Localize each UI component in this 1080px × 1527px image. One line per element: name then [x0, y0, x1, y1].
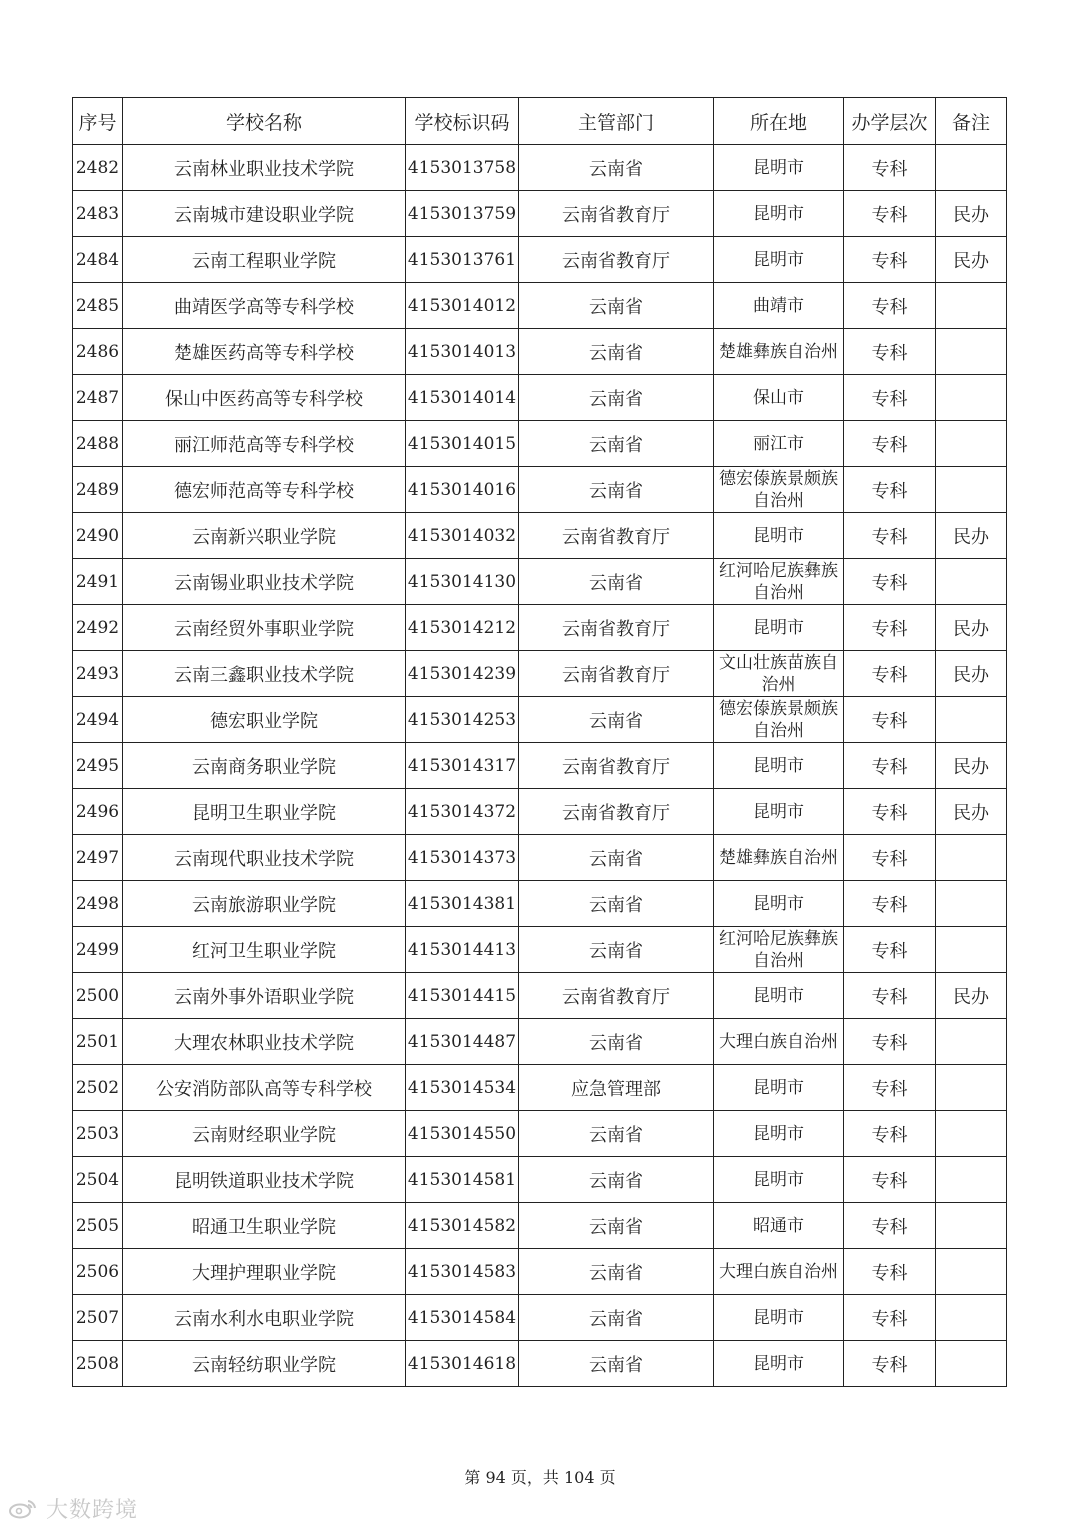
cell-location: 德宏傣族景颇族自治州 — [714, 697, 844, 743]
cell-seq: 2489 — [73, 467, 123, 513]
cell-level: 专科 — [844, 1249, 936, 1295]
cell-remark: 民办 — [936, 651, 1007, 697]
cell-location: 昆明市 — [714, 1157, 844, 1203]
cell-location: 红河哈尼族彝族自治州 — [714, 927, 844, 973]
cell-location: 保山市 — [714, 375, 844, 421]
cell-remark — [936, 881, 1007, 927]
table-row — [73, 467, 1007, 513]
cell-level: 专科 — [844, 605, 936, 651]
cell-school-name: 云南城市建设职业学院 — [123, 191, 406, 237]
cell-level: 专科 — [844, 1203, 936, 1249]
cell-seq: 2482 — [73, 145, 123, 191]
cell-school-name: 德宏职业学院 — [123, 697, 406, 743]
cell-seq: 2493 — [73, 651, 123, 697]
cell-level: 专科 — [844, 789, 936, 835]
cell-school-code: 4153014372 — [406, 789, 519, 835]
cell-level: 专科 — [844, 145, 936, 191]
cell-level: 专科 — [844, 1295, 936, 1341]
cell-school-code: 4153014032 — [406, 513, 519, 559]
cell-remark — [936, 1203, 1007, 1249]
table-row — [73, 559, 1007, 605]
cell-level: 专科 — [844, 1065, 936, 1111]
cell-department: 云南省 — [519, 1249, 714, 1295]
cell-school-code: 4153014584 — [406, 1295, 519, 1341]
header-school-code: 学校标识码 — [406, 98, 519, 145]
cell-seq: 2485 — [73, 283, 123, 329]
cell-department: 云南省教育厅 — [519, 789, 714, 835]
cell-department: 应急管理部 — [519, 1065, 714, 1111]
cell-seq: 2505 — [73, 1203, 123, 1249]
table-row — [73, 743, 1007, 789]
cell-department: 云南省 — [519, 467, 714, 513]
cell-school-code: 4153014550 — [406, 1111, 519, 1157]
watermark — [8, 1493, 138, 1525]
header-location: 所在地 — [714, 98, 844, 145]
cell-seq: 2508 — [73, 1341, 123, 1387]
cell-location: 德宏傣族景颇族自治州 — [714, 467, 844, 513]
cell-school-name: 云南三鑫职业技术学院 — [123, 651, 406, 697]
cell-remark: 民办 — [936, 789, 1007, 835]
cell-seq: 2495 — [73, 743, 123, 789]
cell-location: 大理白族自治州 — [714, 1019, 844, 1065]
table-row — [73, 651, 1007, 697]
cell-department: 云南省 — [519, 421, 714, 467]
cell-school-name: 公安消防部队高等专科学校 — [123, 1065, 406, 1111]
cell-remark — [936, 467, 1007, 513]
cell-department: 云南省 — [519, 145, 714, 191]
header-department: 主管部门 — [519, 98, 714, 145]
cell-location: 昆明市 — [714, 237, 844, 283]
cell-school-code: 4153014487 — [406, 1019, 519, 1065]
cell-school-name: 云南商务职业学院 — [123, 743, 406, 789]
cell-school-name: 云南水利水电职业学院 — [123, 1295, 406, 1341]
cell-school-name: 云南锡业职业技术学院 — [123, 559, 406, 605]
cell-level: 专科 — [844, 743, 936, 789]
cell-department: 云南省 — [519, 1157, 714, 1203]
cell-level: 专科 — [844, 1019, 936, 1065]
table-row — [73, 1157, 1007, 1203]
cell-department: 云南省 — [519, 1203, 714, 1249]
header-seq: 序号 — [73, 98, 123, 145]
cell-school-name: 楚雄医药高等专科学校 — [123, 329, 406, 375]
cell-department: 云南省教育厅 — [519, 743, 714, 789]
cell-seq: 2503 — [73, 1111, 123, 1157]
cell-department: 云南省 — [519, 697, 714, 743]
cell-level: 专科 — [844, 559, 936, 605]
table-row — [73, 1295, 1007, 1341]
table-row — [73, 1203, 1007, 1249]
cell-department: 云南省教育厅 — [519, 191, 714, 237]
cell-seq: 2504 — [73, 1157, 123, 1203]
cell-remark — [936, 835, 1007, 881]
cell-location: 昆明市 — [714, 881, 844, 927]
cell-seq: 2494 — [73, 697, 123, 743]
cell-school-code: 4153014583 — [406, 1249, 519, 1295]
cell-location: 昆明市 — [714, 145, 844, 191]
cell-seq: 2483 — [73, 191, 123, 237]
cell-school-name: 大理护理职业学院 — [123, 1249, 406, 1295]
cell-seq: 2497 — [73, 835, 123, 881]
cell-remark — [936, 1157, 1007, 1203]
cell-seq: 2486 — [73, 329, 123, 375]
header-level: 办学层次 — [844, 98, 936, 145]
table-row — [73, 329, 1007, 375]
cell-level: 专科 — [844, 697, 936, 743]
cell-location: 昆明市 — [714, 789, 844, 835]
cell-remark: 民办 — [936, 237, 1007, 283]
cell-seq: 2506 — [73, 1249, 123, 1295]
table-header-row — [73, 98, 1007, 145]
table-row — [73, 375, 1007, 421]
cell-department: 云南省教育厅 — [519, 605, 714, 651]
school-table — [72, 97, 1007, 1387]
cell-department: 云南省 — [519, 927, 714, 973]
cell-level: 专科 — [844, 513, 936, 559]
cell-school-code: 4153014012 — [406, 283, 519, 329]
table-row — [73, 881, 1007, 927]
cell-level: 专科 — [844, 651, 936, 697]
cell-school-name: 云南旅游职业学院 — [123, 881, 406, 927]
cell-school-code: 4153014239 — [406, 651, 519, 697]
cell-school-name: 昭通卫生职业学院 — [123, 1203, 406, 1249]
cell-remark: 民办 — [936, 973, 1007, 1019]
cell-level: 专科 — [844, 421, 936, 467]
cell-seq: 2502 — [73, 1065, 123, 1111]
cell-remark — [936, 1341, 1007, 1387]
table-row — [73, 835, 1007, 881]
cell-department: 云南省 — [519, 1019, 714, 1065]
cell-school-code: 4153014016 — [406, 467, 519, 513]
table-row — [73, 697, 1007, 743]
weibo-logo-icon — [8, 1497, 38, 1525]
cell-location: 昆明市 — [714, 1341, 844, 1387]
cell-department: 云南省教育厅 — [519, 651, 714, 697]
cell-location: 昆明市 — [714, 191, 844, 237]
cell-remark — [936, 329, 1007, 375]
cell-school-code: 4153014381 — [406, 881, 519, 927]
table-row — [73, 1019, 1007, 1065]
cell-remark — [936, 283, 1007, 329]
cell-school-name: 云南外事外语职业学院 — [123, 973, 406, 1019]
table-row — [73, 927, 1007, 973]
cell-seq: 2484 — [73, 237, 123, 283]
cell-remark: 民办 — [936, 513, 1007, 559]
cell-school-code: 4153014014 — [406, 375, 519, 421]
cell-school-code: 4153014415 — [406, 973, 519, 1019]
cell-level: 专科 — [844, 881, 936, 927]
cell-seq: 2507 — [73, 1295, 123, 1341]
cell-remark: 民办 — [936, 605, 1007, 651]
cell-school-name: 云南林业职业技术学院 — [123, 145, 406, 191]
cell-level: 专科 — [844, 1157, 936, 1203]
cell-school-name: 保山中医药高等专科学校 — [123, 375, 406, 421]
table-row — [73, 237, 1007, 283]
cell-location: 楚雄彝族自治州 — [714, 835, 844, 881]
cell-seq: 2490 — [73, 513, 123, 559]
cell-level: 专科 — [844, 835, 936, 881]
cell-level: 专科 — [844, 191, 936, 237]
table-row — [73, 1065, 1007, 1111]
cell-level: 专科 — [844, 1111, 936, 1157]
cell-department: 云南省 — [519, 835, 714, 881]
cell-school-code: 4153013761 — [406, 237, 519, 283]
cell-school-code: 4153014253 — [406, 697, 519, 743]
watermark-text: 大数跨境 — [46, 1498, 139, 1523]
header-school-name: 学校名称 — [123, 98, 406, 145]
cell-school-name: 云南轻纺职业学院 — [123, 1341, 406, 1387]
cell-location: 昆明市 — [714, 1111, 844, 1157]
cell-school-code: 4153014317 — [406, 743, 519, 789]
cell-level: 专科 — [844, 237, 936, 283]
table-row — [73, 789, 1007, 835]
cell-school-name: 昆明卫生职业学院 — [123, 789, 406, 835]
cell-location: 文山壮族苗族自治州 — [714, 651, 844, 697]
cell-seq: 2501 — [73, 1019, 123, 1065]
table-row — [73, 421, 1007, 467]
cell-school-code: 4153014413 — [406, 927, 519, 973]
page-footer: 第 94 页，共 104 页 — [464, 1468, 616, 1487]
cell-level: 专科 — [844, 1341, 936, 1387]
cell-level: 专科 — [844, 375, 936, 421]
table-row — [73, 191, 1007, 237]
cell-department: 云南省 — [519, 559, 714, 605]
cell-seq: 2500 — [73, 973, 123, 1019]
school-list-sheet — [72, 97, 1006, 1387]
cell-level: 专科 — [844, 329, 936, 375]
cell-school-code: 4153013759 — [406, 191, 519, 237]
cell-school-name: 云南现代职业技术学院 — [123, 835, 406, 881]
cell-department: 云南省 — [519, 1341, 714, 1387]
cell-school-name: 大理农林职业技术学院 — [123, 1019, 406, 1065]
table-row — [73, 1111, 1007, 1157]
cell-school-code: 4153014582 — [406, 1203, 519, 1249]
cell-remark — [936, 1111, 1007, 1157]
cell-remark: 民办 — [936, 743, 1007, 789]
table-row — [73, 973, 1007, 1019]
cell-location: 昆明市 — [714, 513, 844, 559]
cell-level: 专科 — [844, 283, 936, 329]
cell-seq: 2498 — [73, 881, 123, 927]
cell-school-name: 云南工程职业学院 — [123, 237, 406, 283]
cell-school-name: 云南新兴职业学院 — [123, 513, 406, 559]
cell-remark — [936, 375, 1007, 421]
table-body — [73, 145, 1007, 1387]
cell-department: 云南省 — [519, 881, 714, 927]
cell-seq: 2487 — [73, 375, 123, 421]
cell-remark — [936, 697, 1007, 743]
cell-department: 云南省 — [519, 1111, 714, 1157]
cell-school-name: 云南经贸外事职业学院 — [123, 605, 406, 651]
cell-location: 昆明市 — [714, 973, 844, 1019]
cell-level: 专科 — [844, 467, 936, 513]
cell-location: 红河哈尼族彝族自治州 — [714, 559, 844, 605]
cell-school-code: 4153014534 — [406, 1065, 519, 1111]
cell-seq: 2491 — [73, 559, 123, 605]
cell-school-code: 4153014015 — [406, 421, 519, 467]
cell-remark: 民办 — [936, 191, 1007, 237]
table-row — [73, 283, 1007, 329]
cell-seq: 2496 — [73, 789, 123, 835]
cell-school-name: 昆明铁道职业技术学院 — [123, 1157, 406, 1203]
table-row — [73, 145, 1007, 191]
cell-department: 云南省 — [519, 1295, 714, 1341]
cell-school-code: 4153013758 — [406, 145, 519, 191]
cell-seq: 2488 — [73, 421, 123, 467]
cell-department: 云南省 — [519, 283, 714, 329]
cell-school-code: 4153014618 — [406, 1341, 519, 1387]
cell-seq: 2499 — [73, 927, 123, 973]
cell-remark — [936, 927, 1007, 973]
cell-remark — [936, 1295, 1007, 1341]
header-remark: 备注 — [936, 98, 1007, 145]
table-row — [73, 605, 1007, 651]
cell-school-code: 4153014373 — [406, 835, 519, 881]
cell-location: 曲靖市 — [714, 283, 844, 329]
cell-level: 专科 — [844, 927, 936, 973]
cell-remark — [936, 145, 1007, 191]
cell-school-name: 丽江师范高等专科学校 — [123, 421, 406, 467]
cell-location: 大理白族自治州 — [714, 1249, 844, 1295]
cell-remark — [936, 421, 1007, 467]
cell-location: 昆明市 — [714, 1295, 844, 1341]
cell-department: 云南省 — [519, 375, 714, 421]
cell-department: 云南省教育厅 — [519, 513, 714, 559]
cell-location: 昆明市 — [714, 605, 844, 651]
cell-school-code: 4153014581 — [406, 1157, 519, 1203]
cell-remark — [936, 1019, 1007, 1065]
table-row — [73, 1249, 1007, 1295]
cell-seq: 2492 — [73, 605, 123, 651]
cell-location: 昆明市 — [714, 1065, 844, 1111]
cell-school-code: 4153014013 — [406, 329, 519, 375]
cell-remark — [936, 559, 1007, 605]
cell-department: 云南省 — [519, 329, 714, 375]
cell-location: 昆明市 — [714, 743, 844, 789]
cell-remark — [936, 1065, 1007, 1111]
cell-school-name: 曲靖医学高等专科学校 — [123, 283, 406, 329]
cell-department: 云南省教育厅 — [519, 237, 714, 283]
cell-location: 丽江市 — [714, 421, 844, 467]
cell-school-code: 4153014212 — [406, 605, 519, 651]
cell-school-code: 4153014130 — [406, 559, 519, 605]
table-row — [73, 513, 1007, 559]
cell-location: 昭通市 — [714, 1203, 844, 1249]
cell-location: 楚雄彝族自治州 — [714, 329, 844, 375]
cell-remark — [936, 1249, 1007, 1295]
cell-school-name: 红河卫生职业学院 — [123, 927, 406, 973]
cell-department: 云南省教育厅 — [519, 973, 714, 1019]
table-row — [73, 1341, 1007, 1387]
cell-school-name: 德宏师范高等专科学校 — [123, 467, 406, 513]
cell-level: 专科 — [844, 973, 936, 1019]
cell-school-name: 云南财经职业学院 — [123, 1111, 406, 1157]
